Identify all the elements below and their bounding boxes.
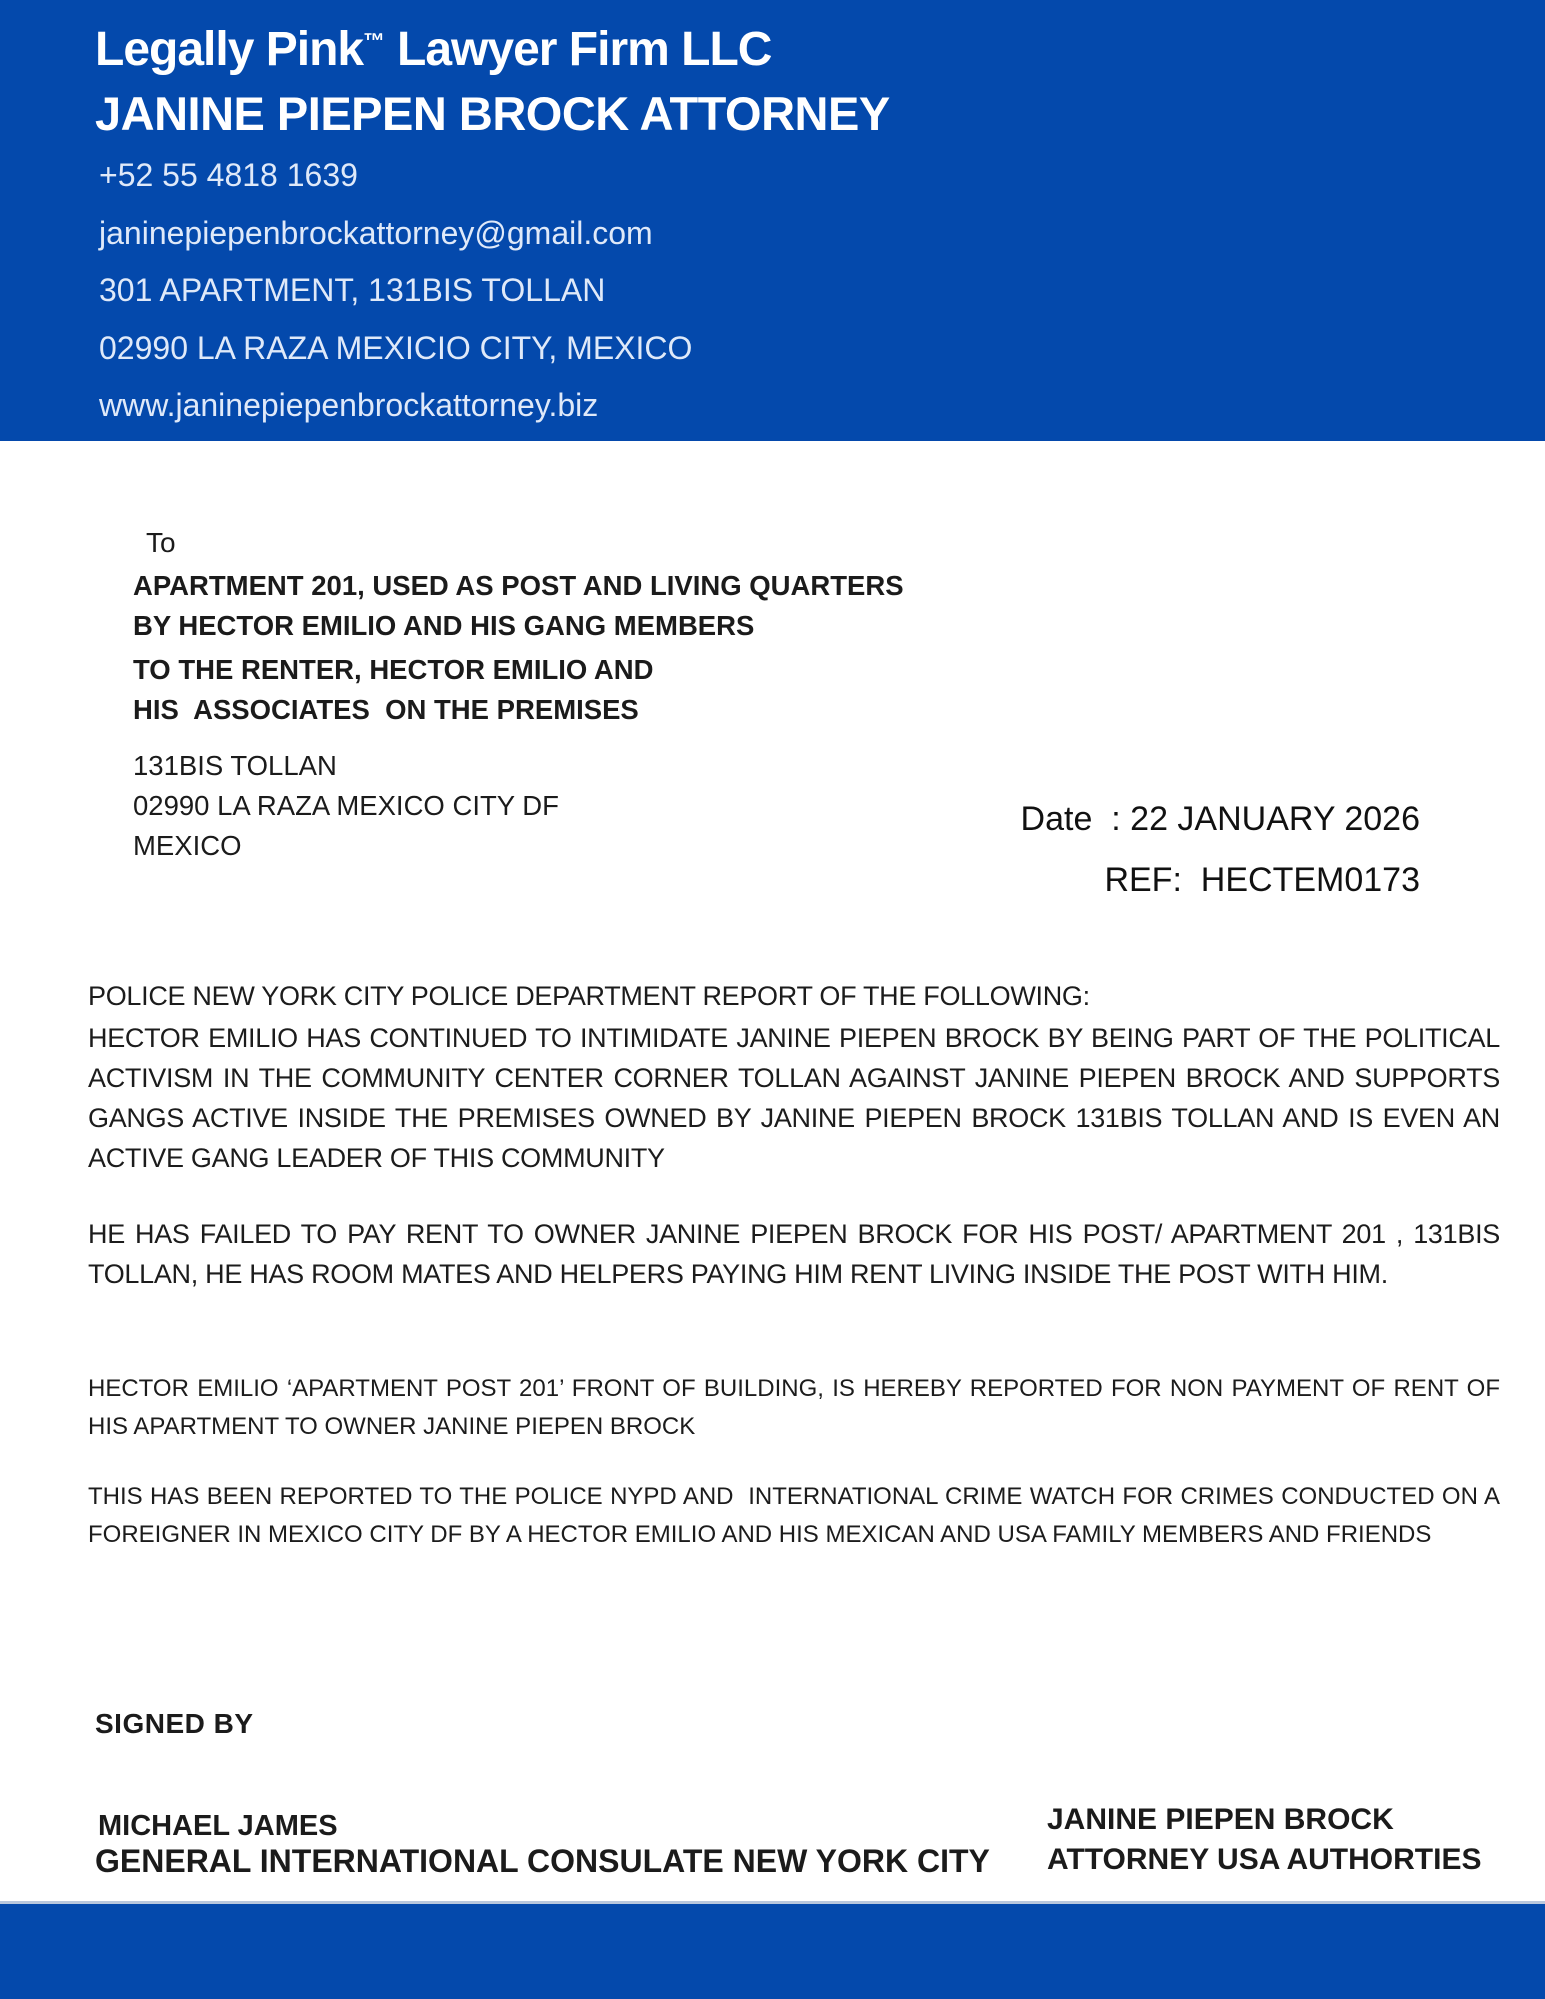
meta-block: [1021, 800, 1420, 900]
recipient-block-2: [133, 650, 654, 730]
ref-line: [1021, 861, 1420, 900]
date-value: 22 JANUARY 2026: [1130, 800, 1420, 838]
contact-block: [99, 147, 692, 435]
firm-name-suffix: Lawyer Firm LLC: [384, 23, 772, 76]
recipient-address-2: 02990 LA RAZA MEXICO CITY DF: [133, 790, 559, 821]
recipient-address: [133, 746, 559, 866]
date-label: Date: [1020, 800, 1093, 838]
signer-left-title: GENERAL INTERNATIONAL CONSULATE NEW YORK CITY: [95, 1843, 990, 1879]
ref-separator: [1182, 861, 1201, 899]
recipient-block-1: [133, 566, 904, 646]
recipient-address-3: MEXICO: [133, 830, 242, 861]
signed-by-label: SIGNED BY: [95, 1708, 254, 1739]
recipient-line-2: BY HECTOR EMILIO AND HIS GANG MEMBERS: [133, 610, 755, 641]
paragraph-intro: POLICE NEW YORK CITY POLICE DEPARTMENT REPORT OF THE FOLLOWING:: [88, 981, 1090, 1011]
paragraph-crime-watch: THIS HAS BEEN REPORTED TO THE POLICE NYPD AND INTERNATIONAL CRIME WATCH FOR CRIMES CONDUCTED ON A FOREIGNER IN MEXICO CITY DF BY A HECTOR EMILIO AND HIS MEXICAN AND USA FAMILY MEMBERS AND FRIENDS: [88, 1483, 1507, 1548]
paragraph-report: HECTOR EMILIO ‘APARTMENT POST 201’ FRONT OF BUILDING, IS HEREBY REPORTED FOR NON PAYMENT OF RENT OF HIS APARTMENT TO OWNER JANINE PIEPEN BROCK: [88, 1375, 1507, 1440]
ref-label: REF:: [1104, 861, 1182, 899]
date-line: [1021, 800, 1420, 839]
ref-value: HECTEM0173: [1200, 861, 1420, 899]
date-separator: :: [1092, 800, 1131, 838]
footer-bar: [0, 1904, 1545, 1999]
trademark-symbol: ™: [363, 28, 385, 53]
signer-right-name: JANINE PIEPEN BROCK: [1047, 1803, 1394, 1836]
phone-number: +52 55 4818 1639: [99, 157, 358, 193]
signer-right-title: ATTORNEY USA AUTHORTIES: [1047, 1843, 1482, 1876]
paragraph-activism: HECTOR EMILIO HAS CONTINUED TO INTIMIDATE JANINE PIEPEN BROCK BY BEING PART OF THE POLITICAL ACTIVISM IN THE COMMUNITY CENTER CORNER TOLLAN AGAINST JANINE PIEPEN BROCK AND SUPPORTS GANGS ACTIVE INSIDE THE PREMISES OWNED BY JANINE PIEPEN BROCK 131BIS TOLLAN AND IS EVEN AN ACTIVE GANG LEADER OF THIS COMMUNITY: [88, 1023, 1508, 1173]
street-address: 301 APARTMENT, 131BIS TOLLAN: [99, 272, 606, 308]
firm-name: [95, 22, 771, 77]
attorney-name-line: JANINE PIEPEN BROCK ATTORNEY: [95, 87, 890, 140]
recipient-line-1: APARTMENT 201, USED AS POST AND LIVING QUARTERS: [133, 570, 904, 601]
letterhead: [0, 0, 1545, 441]
website-url: www.janinepiepenbrockattorney.biz: [99, 387, 599, 423]
signer-left-name: MICHAEL JAMES: [98, 1810, 338, 1842]
city-address: 02990 LA RAZA MEXICIO CITY, MEXICO: [99, 329, 693, 366]
recipient-address-1: 131BIS TOLLAN: [133, 750, 337, 781]
paragraph-rent: HE HAS FAILED TO PAY RENT TO OWNER JANINE PIEPEN BROCK FOR HIS POST/ APARTMENT 201 , 131BIS TOLLAN, HE HAS ROOM MATES AND HELPERS PAYING HIM RENT LIVING INSIDE THE POST WITH HIM.: [88, 1219, 1507, 1289]
signer-right-block: [1047, 1800, 1481, 1880]
to-label: To: [146, 527, 176, 558]
firm-name-text: Legally Pink: [95, 23, 364, 76]
email-address: janinepiepenbrockattorney@gmail.com: [99, 214, 653, 251]
recipient-line-4: HIS ASSOCIATES ON THE PREMISES: [133, 694, 639, 725]
recipient-line-3: TO THE RENTER, HECTOR EMILIO AND: [133, 654, 654, 685]
